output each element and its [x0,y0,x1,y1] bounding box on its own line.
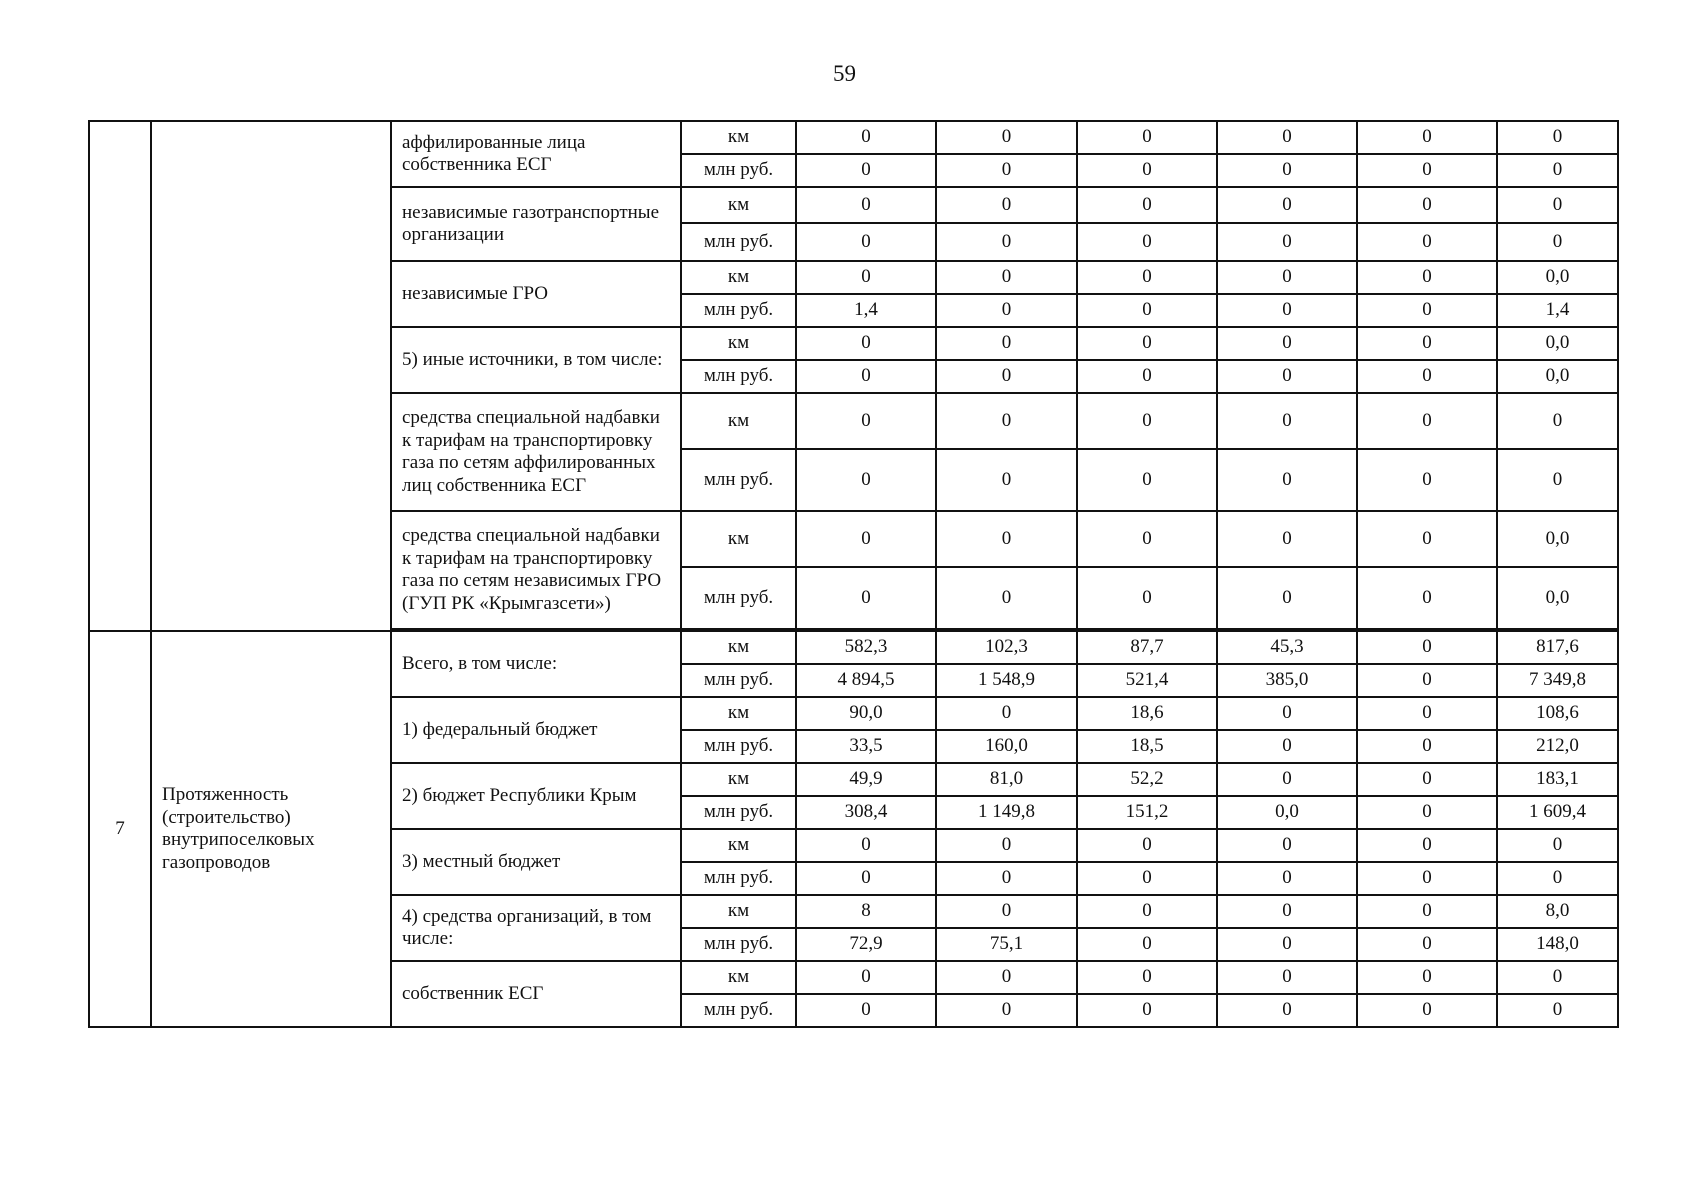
value-cell: 18,5 [1077,730,1217,763]
value-cell: 0 [1217,449,1357,511]
value-cell: 0 [1077,862,1217,895]
value-cell: 151,2 [1077,796,1217,829]
value-cell: 521,4 [1077,664,1217,697]
unit-cell: млн руб. [681,449,796,511]
value-cell: 0 [796,187,936,223]
value-cell: 0 [796,360,936,393]
value-cell: 52,2 [1077,763,1217,796]
value-cell: 1 548,9 [936,664,1077,697]
section-title: Протяженность (строительство) внутрипоселковых газопроводов [151,631,391,1027]
value-cell: 0 [796,994,936,1027]
value-cell: 0 [1077,829,1217,862]
value-cell: 72,9 [796,928,936,961]
unit-cell: км [681,187,796,223]
value-cell: 0,0 [1217,796,1357,829]
value-cell: 0 [796,121,936,154]
value-cell: 0 [1077,154,1217,187]
value-cell: 18,6 [1077,697,1217,730]
value-cell: 0 [1497,961,1618,994]
value-cell: 0 [1217,327,1357,360]
value-cell: 0 [1217,121,1357,154]
value-cell: 183,1 [1497,763,1618,796]
value-cell: 0 [796,154,936,187]
unit-cell: млн руб. [681,730,796,763]
unit-cell: км [681,327,796,360]
value-cell: 0 [1357,730,1497,763]
value-cell: 0 [1217,763,1357,796]
value-cell: 0 [1357,697,1497,730]
value-cell: 0 [1217,294,1357,327]
value-cell: 0 [1497,121,1618,154]
section-title-cell-empty [151,121,391,631]
value-cell: 0 [1357,961,1497,994]
unit-cell: млн руб. [681,664,796,697]
value-cell: 0 [1357,294,1497,327]
value-cell: 0,0 [1497,511,1618,567]
unit-cell: млн руб. [681,223,796,261]
table-row [89,121,1618,154]
unit-cell: млн руб. [681,154,796,187]
value-cell: 0 [1357,121,1497,154]
value-cell: 160,0 [936,730,1077,763]
unit-cell: км [681,829,796,862]
value-cell: 0 [936,393,1077,449]
value-cell: 0 [796,393,936,449]
value-cell: 1 149,8 [936,796,1077,829]
value-cell: 0 [1077,261,1217,294]
value-cell: 0,0 [1497,360,1618,393]
value-cell: 0 [1497,154,1618,187]
value-cell: 582,3 [796,631,936,664]
unit-cell: км [681,393,796,449]
value-cell: 0 [1497,187,1618,223]
value-cell: 0 [1357,261,1497,294]
value-cell: 0 [1217,697,1357,730]
value-cell: 0 [796,567,936,629]
value-cell: 0 [1217,223,1357,261]
row-label: 5) иные источники, в том числе: [391,327,681,393]
value-cell: 0 [796,223,936,261]
row-label: 4) средства организаций, в том числе: [391,895,681,961]
row-label: средства специальной надбавки к тарифам на транспортировку газа по сетям независимых ГРО (ГУП РК «Крымгазсети») [391,511,681,629]
value-cell: 0 [936,360,1077,393]
value-cell: 0 [1217,928,1357,961]
page-number: 59 [833,61,856,86]
row-label: независимые газотранспортные организации [391,187,681,261]
value-cell: 0 [936,261,1077,294]
value-cell: 0 [1217,730,1357,763]
value-cell: 0 [1217,187,1357,223]
unit-cell: млн руб. [681,994,796,1027]
value-cell: 0 [1077,360,1217,393]
value-cell: 0 [1077,121,1217,154]
value-cell: 0 [936,187,1077,223]
value-cell: 0 [1357,763,1497,796]
value-cell: 33,5 [796,730,936,763]
unit-cell: км [681,961,796,994]
value-cell: 0 [936,511,1077,567]
value-cell: 0 [796,261,936,294]
unit-cell: км [681,895,796,928]
value-cell: 0,0 [1497,567,1618,629]
value-cell: 0 [936,154,1077,187]
value-cell: 0 [1357,631,1497,664]
table-row [89,631,1618,664]
value-cell: 0 [1357,928,1497,961]
value-cell: 0 [1217,567,1357,629]
value-cell: 0 [1077,567,1217,629]
value-cell: 0 [796,511,936,567]
value-cell: 87,7 [1077,631,1217,664]
value-cell: 0 [1077,327,1217,360]
value-cell: 0 [796,862,936,895]
row-label: 3) местный бюджет [391,829,681,895]
value-cell: 0 [1357,187,1497,223]
value-cell: 0 [1217,829,1357,862]
section-number: 7 [89,631,151,1027]
value-cell: 0 [936,223,1077,261]
value-cell: 0 [1497,393,1618,449]
value-cell: 8,0 [1497,895,1618,928]
value-cell: 7 349,8 [1497,664,1618,697]
value-cell: 0 [1497,862,1618,895]
value-cell: 1,4 [1497,294,1618,327]
value-cell: 0 [1357,567,1497,629]
value-cell: 0 [1217,261,1357,294]
value-cell: 108,6 [1497,697,1618,730]
value-cell: 0 [1217,895,1357,928]
value-cell: 0 [1077,449,1217,511]
value-cell: 0 [1077,393,1217,449]
value-cell: 0 [1217,360,1357,393]
value-cell: 0 [1357,360,1497,393]
value-cell: 0 [796,327,936,360]
row-label: 2) бюджет Республики Крым [391,763,681,829]
value-cell: 0 [1217,862,1357,895]
value-cell: 1,4 [796,294,936,327]
value-cell: 0 [1217,154,1357,187]
value-cell: 212,0 [1497,730,1618,763]
unit-cell: км [681,631,796,664]
unit-cell: км [681,261,796,294]
value-cell: 0 [796,829,936,862]
value-cell: 0 [936,121,1077,154]
value-cell: 0,0 [1497,261,1618,294]
value-cell: 385,0 [1217,664,1357,697]
value-cell: 0 [1077,994,1217,1027]
funding-table [88,120,1619,1028]
value-cell: 0 [936,327,1077,360]
unit-cell: км [681,763,796,796]
value-cell: 0 [1357,664,1497,697]
value-cell: 148,0 [1497,928,1618,961]
value-cell: 0 [1357,327,1497,360]
value-cell: 0 [1217,961,1357,994]
value-cell: 0 [936,567,1077,629]
row-label: собственник ЕСГ [391,961,681,1027]
value-cell: 0 [1497,223,1618,261]
value-cell: 0 [936,697,1077,730]
value-cell: 8 [796,895,936,928]
value-cell: 0 [936,449,1077,511]
unit-cell: млн руб. [681,567,796,629]
value-cell: 0 [1357,154,1497,187]
value-cell: 0 [796,961,936,994]
value-cell: 0 [1357,895,1497,928]
section-number-cell-empty [89,121,151,631]
value-cell: 0 [1077,223,1217,261]
row-label: аффилированные лица собственника ЕСГ [391,121,681,187]
value-cell: 4 894,5 [796,664,936,697]
unit-cell: км [681,511,796,567]
value-cell: 0 [1357,449,1497,511]
unit-cell: млн руб. [681,360,796,393]
value-cell: 0 [936,862,1077,895]
value-cell: 1 609,4 [1497,796,1618,829]
value-cell: 0 [1497,994,1618,1027]
value-cell: 0 [1357,511,1497,567]
value-cell: 0 [936,994,1077,1027]
value-cell: 102,3 [936,631,1077,664]
unit-cell: млн руб. [681,294,796,327]
value-cell: 75,1 [936,928,1077,961]
value-cell: 0 [1077,928,1217,961]
value-cell: 0 [1217,511,1357,567]
value-cell: 0 [1357,393,1497,449]
value-cell: 0 [936,961,1077,994]
unit-cell: км [681,697,796,730]
value-cell: 0 [1077,961,1217,994]
unit-cell: км [681,121,796,154]
value-cell: 0 [936,829,1077,862]
value-cell: 0 [1357,862,1497,895]
value-cell: 817,6 [1497,631,1618,664]
value-cell: 49,9 [796,763,936,796]
unit-cell: млн руб. [681,796,796,829]
row-label: средства специальной надбавки к тарифам на транспортировку газа по сетям аффилированных лиц собственника ЕСГ [391,393,681,511]
value-cell: 308,4 [796,796,936,829]
value-cell: 45,3 [1217,631,1357,664]
value-cell: 0 [1077,895,1217,928]
value-cell: 0 [1077,187,1217,223]
value-cell: 0 [1357,829,1497,862]
table-body [89,121,1618,1027]
unit-cell: млн руб. [681,862,796,895]
value-cell: 0 [1357,796,1497,829]
unit-cell: млн руб. [681,928,796,961]
value-cell: 0 [1357,223,1497,261]
value-cell: 0 [1077,511,1217,567]
value-cell: 81,0 [936,763,1077,796]
value-cell: 0,0 [1497,327,1618,360]
row-label: 1) федеральный бюджет [391,697,681,763]
value-cell: 0 [936,294,1077,327]
row-label: независимые ГРО [391,261,681,327]
value-cell: 0 [1217,994,1357,1027]
value-cell: 0 [1217,393,1357,449]
value-cell: 0 [796,449,936,511]
value-cell: 0 [1497,829,1618,862]
value-cell: 90,0 [796,697,936,730]
value-cell: 0 [1357,994,1497,1027]
value-cell: 0 [1077,294,1217,327]
value-cell: 0 [936,895,1077,928]
value-cell: 0 [1497,449,1618,511]
row-label: Всего, в том числе: [391,631,681,697]
